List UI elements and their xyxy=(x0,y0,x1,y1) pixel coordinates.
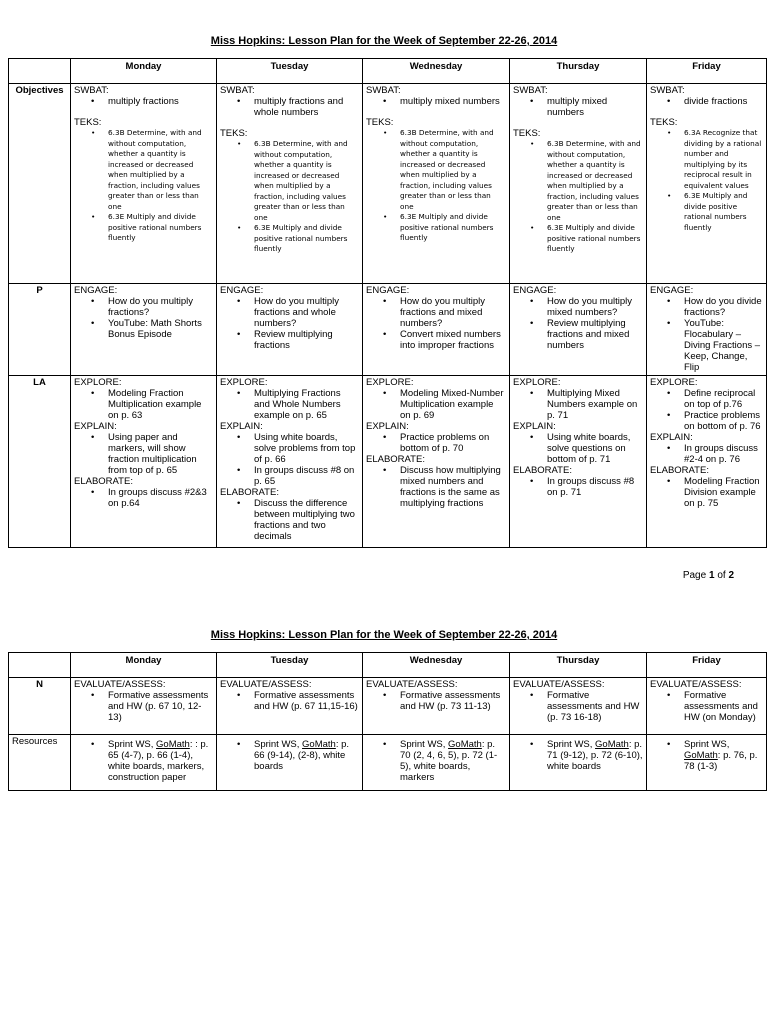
resources-cell-wednesday xyxy=(363,735,510,791)
list-item: • 6.3E Multiply and divide positive rational numbers fluently xyxy=(108,212,213,244)
list-item: • Modeling Mixed-Number Multiplication example on p. 69 xyxy=(400,388,506,421)
bullet-list xyxy=(366,388,506,421)
row-label-p: P xyxy=(9,284,71,376)
explore-explain-row xyxy=(9,376,767,548)
bullet-list xyxy=(366,128,506,244)
evaluate-label: EVALUATE/ASSESS: xyxy=(513,679,605,690)
engage-cell-monday xyxy=(71,284,217,376)
list-item: • How do you multiply fractions? xyxy=(108,296,213,318)
explore-cell-monday xyxy=(71,376,217,548)
bullet-list xyxy=(74,487,213,509)
list-item: • YouTube: Math Shorts Bonus Episode xyxy=(108,318,213,340)
footer-page-word: Page xyxy=(682,570,707,581)
day-header-monday: Monday xyxy=(71,59,217,84)
objectives-cell-wednesday xyxy=(363,84,510,284)
resources-cell-monday xyxy=(71,735,217,791)
swbat-label: SWBAT: xyxy=(366,85,401,96)
bullet-list xyxy=(74,739,213,783)
list-item: • Multiplying Mixed Numbers example on p. 71 xyxy=(547,388,643,421)
list-item xyxy=(254,739,359,772)
list-item: • Discuss the difference between multiplying two fractions and two decimals xyxy=(254,498,359,542)
engage-cell-wednesday xyxy=(363,284,510,376)
teks-label: TEKS: xyxy=(650,117,678,128)
bullet-list xyxy=(513,296,643,351)
list-item: • Review multiplying fractions and mixed numbers xyxy=(547,318,643,351)
row-label-n: N xyxy=(9,678,71,735)
objectives-cell-tuesday xyxy=(217,84,363,284)
list-item: • Using white boards, solve problems from top of p. 66 xyxy=(254,432,359,465)
list-item: • Modeling Fraction Division example on p. 75 xyxy=(684,476,763,509)
row-label-la: LA xyxy=(9,376,71,548)
gomath-reference: GoMath xyxy=(448,739,482,750)
section-label: EXPLORE: xyxy=(513,377,561,388)
resources-cell-thursday xyxy=(510,735,647,791)
evaluate-cell-wednesday xyxy=(363,678,510,735)
swbat-label: SWBAT: xyxy=(650,85,685,96)
list-item: • 6.3B Determine, with and without computation, whether a quantity is increased or decreased when multiplied by a fraction, including values greater than or less than one xyxy=(400,128,506,212)
bullet-list xyxy=(650,739,763,772)
row-label-objectives: Objectives xyxy=(9,84,71,284)
corner-cell-2 xyxy=(9,653,71,678)
bullet-list xyxy=(220,296,359,351)
list-item: • 6.3E Multiply and divide positive rational numbers fluently xyxy=(400,212,506,244)
list-item: • How do you multiply fractions and mixed numbers? xyxy=(400,296,506,329)
list-item: • Using white boards, solve questions on bottom of p. 71 xyxy=(547,432,643,465)
bullet-list xyxy=(366,296,506,351)
lesson-plan-table-page-2 xyxy=(8,652,767,791)
list-item: • Formative assessments and HW (on Monday) xyxy=(684,690,763,723)
list-item: • Using paper and markers, will show fraction multiplication from top of p. 65 xyxy=(108,432,213,476)
section-label: EXPLORE: xyxy=(650,377,698,388)
list-item xyxy=(108,739,213,783)
list-item: • In groups discuss #2&3 on p.64 xyxy=(108,487,213,509)
objectives-cell-monday xyxy=(71,84,217,284)
engage-label: ENGAGE: xyxy=(220,285,264,296)
resource-text-pre: Sprint WS, xyxy=(684,739,730,750)
bullet-list xyxy=(74,690,213,723)
teks-label: TEKS: xyxy=(513,128,541,139)
section-label: EXPLORE: xyxy=(220,377,268,388)
section-label: EXPLAIN: xyxy=(650,432,693,443)
explore-cell-wednesday xyxy=(363,376,510,548)
evaluate-label: EVALUATE/ASSESS: xyxy=(220,679,312,690)
list-item: • In groups discuss #2-4 on p. 76 xyxy=(684,443,763,465)
engage-label: ENGAGE: xyxy=(74,285,118,296)
bullet-list xyxy=(366,432,506,454)
day-header-tuesday-2: Tuesday xyxy=(217,653,363,678)
footer-of-word: of xyxy=(717,570,726,581)
evaluate-cell-thursday xyxy=(510,678,647,735)
gomath-reference: GoMath xyxy=(302,739,336,750)
day-header-thursday-2: Thursday xyxy=(510,653,647,678)
section-label: EXPLORE: xyxy=(366,377,414,388)
gomath-reference: GoMath xyxy=(684,750,718,761)
swbat-label: SWBAT: xyxy=(74,85,109,96)
bullet-list xyxy=(650,296,763,373)
resource-text-post: : p. 76, p. 78 (1-3) xyxy=(684,750,758,772)
page-title: Miss Hopkins: Lesson Plan for the Week of September 22-26, 2014 xyxy=(210,35,558,47)
list-item: • Discuss how multiplying mixed numbers and fractions is the same as multiplying fractions xyxy=(400,465,506,509)
bullet-list xyxy=(366,690,506,712)
list-item: • 6.3B Determine, with and without computation, whether a quantity is increased or decreased when multiplied by a fraction, including values greater than or less than one xyxy=(254,139,359,223)
day-header-friday-2: Friday xyxy=(647,653,767,678)
resource-text-post: : p. 70 (2, 4, 6, 5), p. 72 (1-5), white boards, markers xyxy=(400,739,498,783)
gomath-reference: GoMath xyxy=(595,739,629,750)
section-label: ELABORATE: xyxy=(366,454,425,465)
explore-cell-tuesday xyxy=(217,376,363,548)
list-item: • 6.3E Multiply and divide positive rational numbers fluently xyxy=(547,223,643,255)
bullet-list xyxy=(513,432,643,465)
bullet-list xyxy=(650,443,763,465)
footer-page-total: 2 xyxy=(728,570,734,581)
list-item: • divide fractions xyxy=(684,96,763,107)
list-item: • Practice problems on bottom of p. 76 xyxy=(684,410,763,432)
list-item: • How do you multiply fractions and whole numbers? xyxy=(254,296,359,329)
evaluate-label: EVALUATE/ASSESS: xyxy=(650,679,742,690)
bullet-list xyxy=(74,296,213,340)
page-title-2: Miss Hopkins: Lesson Plan for the Week of September 22-26, 2014 xyxy=(210,629,558,641)
section-label: EXPLAIN: xyxy=(220,421,263,432)
bullet-list xyxy=(513,739,643,772)
resource-text-post: : p. 66 (9-14), (2-8), white boards xyxy=(254,739,350,772)
list-item: • 6.3A Recognize that dividing by a rational number and multiplying by its reciprocal result in equivalent values xyxy=(684,128,763,191)
list-item xyxy=(400,739,506,783)
list-item: • Formative assessments and HW (p. 73 16-18) xyxy=(547,690,643,723)
bullet-list xyxy=(650,476,763,509)
bullet-list xyxy=(74,388,213,421)
day-header-monday-2: Monday xyxy=(71,653,217,678)
engage-cell-thursday xyxy=(510,284,647,376)
list-item: • multiply mixed numbers xyxy=(400,96,506,107)
swbat-label: SWBAT: xyxy=(220,85,255,96)
section-label: EXPLAIN: xyxy=(74,421,117,432)
resource-text-post: : p. 71 (9-12), p. 72 (6-10), white boards xyxy=(547,739,643,772)
section-label: EXPLORE: xyxy=(74,377,122,388)
bullet-list xyxy=(220,96,359,118)
list-item: • Convert mixed numbers into improper fractions xyxy=(400,329,506,351)
section-label: ELABORATE: xyxy=(513,465,572,476)
list-item: • multiply mixed numbers xyxy=(547,96,643,118)
explore-cell-friday xyxy=(647,376,767,548)
evaluate-label: EVALUATE/ASSESS: xyxy=(366,679,458,690)
bullet-list xyxy=(220,432,359,487)
header-row-2 xyxy=(9,653,767,678)
section-label: EXPLAIN: xyxy=(513,421,556,432)
evaluate-cell-monday xyxy=(71,678,217,735)
header-row xyxy=(9,59,767,84)
engage-cell-tuesday xyxy=(217,284,363,376)
row-label-resources: Resources xyxy=(9,735,71,791)
bullet-list xyxy=(650,128,763,233)
list-item xyxy=(547,739,643,772)
section-label: ELABORATE: xyxy=(220,487,279,498)
bullet-list xyxy=(220,739,359,772)
list-item: • 6.3B Determine, with and without computation, whether a quantity is increased or decreased when multiplied by a fraction, including values greater than or less than one xyxy=(547,139,643,223)
resource-text-pre: Sprint WS, xyxy=(400,739,449,750)
engage-label: ENGAGE: xyxy=(650,285,694,296)
list-item: • Multiplying Fractions and Whole Numbers example on p. 65 xyxy=(254,388,359,421)
bullet-list xyxy=(366,96,506,107)
resource-text-pre: Sprint WS, xyxy=(254,739,303,750)
objectives-cell-friday xyxy=(647,84,767,284)
section-label: ELABORATE: xyxy=(650,465,709,476)
section-label: EXPLAIN: xyxy=(366,421,409,432)
corner-cell xyxy=(9,59,71,84)
list-item: • 6.3B Determine, with and without computation, whether a quantity is increased or decreased when multiplied by a fraction, including values greater than or less than one xyxy=(108,128,213,212)
evaluate-cell-friday xyxy=(647,678,767,735)
engage-label: ENGAGE: xyxy=(366,285,410,296)
resources-cell-friday xyxy=(647,735,767,791)
gomath-reference: GoMath xyxy=(156,739,190,750)
explore-cell-thursday xyxy=(510,376,647,548)
list-item: • multiply fractions and whole numbers xyxy=(254,96,359,118)
list-item: • How do you divide fractions? xyxy=(684,296,763,318)
teks-label: TEKS: xyxy=(220,128,248,139)
engage-row xyxy=(9,284,767,376)
evaluate-cell-tuesday xyxy=(217,678,363,735)
section-label: ELABORATE: xyxy=(74,476,133,487)
bullet-list xyxy=(513,139,643,255)
bullet-list xyxy=(220,388,359,421)
engage-cell-friday xyxy=(647,284,767,376)
bullet-list xyxy=(650,388,763,432)
list-item: • 6.3E Multiply and divide positive rational numbers fluently xyxy=(684,191,763,233)
objectives-cell-thursday xyxy=(510,84,647,284)
list-item: • Practice problems on bottom of p. 70 xyxy=(400,432,506,454)
list-item: • Formative assessments and HW (p. 67 10, 12-13) xyxy=(108,690,213,723)
bullet-list xyxy=(650,690,763,723)
evaluate-label: EVALUATE/ASSESS: xyxy=(74,679,166,690)
bullet-list xyxy=(74,432,213,476)
resource-text-post: : : p. 65 (4-7), p. 66 (1-4), white boards, markers, construction paper xyxy=(108,739,209,783)
day-header-wednesday: Wednesday xyxy=(363,59,510,84)
bullet-list xyxy=(220,498,359,542)
list-item: • How do you multiply mixed numbers? xyxy=(547,296,643,318)
bullet-list xyxy=(513,476,643,498)
resources-row xyxy=(9,735,767,791)
objectives-row xyxy=(9,84,767,284)
list-item: • multiply fractions xyxy=(108,96,213,107)
list-item: • In groups discuss #8 on p. 71 xyxy=(547,476,643,498)
teks-label: TEKS: xyxy=(74,117,102,128)
bullet-list xyxy=(74,128,213,244)
list-item xyxy=(684,739,763,772)
resources-cell-tuesday xyxy=(217,735,363,791)
teks-label: TEKS: xyxy=(366,117,394,128)
list-item: • Define reciprocal on top of p.76 xyxy=(684,388,763,410)
list-item: • Formative assessments and HW (p. 73 11-13) xyxy=(400,690,506,712)
bullet-list xyxy=(650,96,763,107)
swbat-label: SWBAT: xyxy=(513,85,548,96)
bullet-list xyxy=(366,739,506,783)
list-item: • Modeling Fraction Multiplication example on p. 63 xyxy=(108,388,213,421)
list-item: • Review multiplying fractions xyxy=(254,329,359,351)
day-header-friday: Friday xyxy=(647,59,767,84)
bullet-list xyxy=(513,388,643,421)
resource-text-pre: Sprint WS, xyxy=(108,739,157,750)
day-header-thursday: Thursday xyxy=(510,59,647,84)
day-header-tuesday: Tuesday xyxy=(217,59,363,84)
lesson-plan-table-page-1 xyxy=(8,58,767,548)
list-item: • 6.3E Multiply and divide positive rational numbers fluently xyxy=(254,223,359,255)
bullet-list xyxy=(513,96,643,118)
day-header-wednesday-2: Wednesday xyxy=(363,653,510,678)
footer-page-number: 1 xyxy=(708,570,715,581)
bullet-list xyxy=(366,465,506,509)
bullet-list xyxy=(513,690,643,723)
bullet-list xyxy=(220,139,359,255)
bullet-list xyxy=(220,690,359,712)
bullet-list xyxy=(74,96,213,107)
evaluate-row xyxy=(9,678,767,735)
list-item: • In groups discuss #8 on p. 65 xyxy=(254,465,359,487)
page-footer xyxy=(683,570,734,581)
resource-text-pre: Sprint WS, xyxy=(547,739,596,750)
engage-label: ENGAGE: xyxy=(513,285,557,296)
list-item: • YouTube: Flocabulary – Diving Fractions – Keep, Change, Flip xyxy=(684,318,763,373)
list-item: • Formative assessments and HW (p. 67 11,15-16) xyxy=(254,690,359,712)
